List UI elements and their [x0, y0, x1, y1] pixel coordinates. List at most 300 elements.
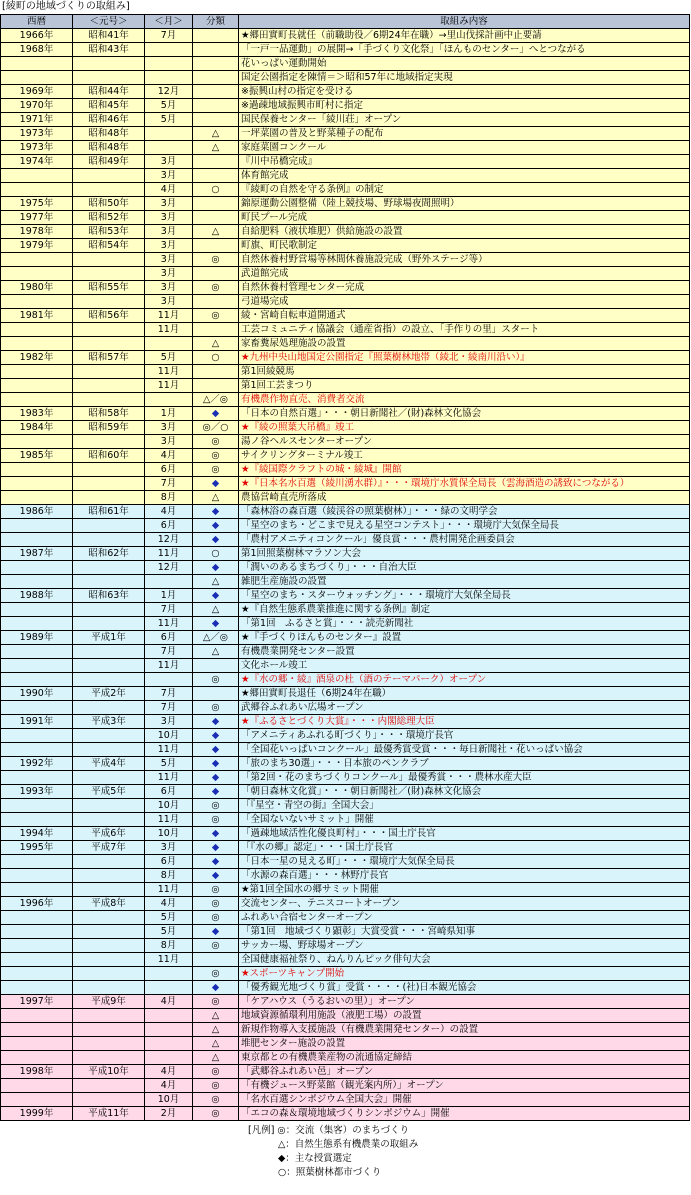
cell-era — [73, 799, 145, 813]
cell-content: 「全国ないないサミット」開催 — [239, 813, 690, 827]
cell-era — [73, 365, 145, 379]
cell-year — [1, 435, 73, 449]
table-row — [1, 673, 690, 687]
cell-year — [1, 477, 73, 491]
cell-era — [73, 561, 145, 575]
cell-year: 1982年 — [1, 351, 73, 365]
cell-month: 3月 — [145, 239, 193, 253]
cell-era — [73, 673, 145, 687]
cell-category: ◎ — [193, 799, 239, 813]
cell-year — [1, 1079, 73, 1093]
cell-content: 「武郷谷ふれあい邑」オープン — [239, 1065, 690, 1079]
cell-month: 11月 — [145, 365, 193, 379]
cell-era — [73, 519, 145, 533]
cell-category — [193, 365, 239, 379]
cell-content: 「過疎地域活性化優良町村」・・・国土庁長官 — [239, 827, 690, 841]
table-body — [1, 29, 690, 1121]
cell-category — [193, 29, 239, 43]
legend-heading: [凡例] ◎：交流（集客）のまちづくり — [248, 1125, 410, 1136]
table-row — [1, 211, 690, 225]
cell-category: ◆ — [193, 729, 239, 743]
cell-year — [1, 267, 73, 281]
table-row — [1, 911, 690, 925]
table-row — [1, 365, 690, 379]
cell-category: ◎ — [193, 673, 239, 687]
cell-era: 平成9年 — [73, 995, 145, 1009]
table-row — [1, 225, 690, 239]
cell-era: 平成2年 — [73, 687, 145, 701]
cell-era — [73, 883, 145, 897]
cell-category: ◆ — [193, 841, 239, 855]
cell-year — [1, 519, 73, 533]
cell-category: ◆ — [193, 869, 239, 883]
cell-year: 1984年 — [1, 421, 73, 435]
table-row — [1, 897, 690, 911]
cell-month: 6月 — [145, 631, 193, 645]
cell-era: 昭和44年 — [73, 85, 145, 99]
cell-content: 第1回照葉樹林マラソン大会 — [239, 547, 690, 561]
table-row — [1, 85, 690, 99]
cell-year — [1, 673, 73, 687]
cell-year — [1, 561, 73, 575]
table-row — [1, 113, 690, 127]
cell-category: ◎ — [193, 911, 239, 925]
cell-month: 3月 — [145, 421, 193, 435]
cell-year — [1, 701, 73, 715]
cell-era — [73, 659, 145, 673]
cell-year — [1, 169, 73, 183]
cell-month: 11月 — [145, 379, 193, 393]
cell-category — [193, 113, 239, 127]
cell-month: 5月 — [145, 113, 193, 127]
table-row — [1, 631, 690, 645]
table-row — [1, 477, 690, 491]
cell-category: ◆ — [193, 533, 239, 547]
cell-month: 3月 — [145, 211, 193, 225]
table-row — [1, 939, 690, 953]
cell-category: ◆ — [193, 589, 239, 603]
table-row — [1, 1065, 690, 1079]
cell-era — [73, 1079, 145, 1093]
cell-category — [193, 57, 239, 71]
cell-content: 綾・宮崎自転車道開通式 — [239, 309, 690, 323]
cell-category: ◆ — [193, 561, 239, 575]
cell-month: 12月 — [145, 85, 193, 99]
legend — [248, 1124, 548, 1180]
cell-era: 昭和50年 — [73, 197, 145, 211]
cell-month — [145, 127, 193, 141]
cell-era — [73, 729, 145, 743]
table-row — [1, 57, 690, 71]
cell-year — [1, 337, 73, 351]
cell-era — [73, 855, 145, 869]
cell-era — [73, 169, 145, 183]
cell-era — [73, 337, 145, 351]
table-row — [1, 785, 690, 799]
cell-year — [1, 967, 73, 981]
history-table — [0, 14, 690, 1121]
cell-month: 10月 — [145, 799, 193, 813]
table-row — [1, 463, 690, 477]
cell-year — [1, 911, 73, 925]
cell-content: 家畜糞尿処理施設の設置 — [239, 337, 690, 351]
cell-month: 4月 — [145, 995, 193, 1009]
cell-era: 昭和58年 — [73, 407, 145, 421]
cell-era: 昭和54年 — [73, 239, 145, 253]
cell-month: 11月 — [145, 309, 193, 323]
cell-era: 昭和53年 — [73, 225, 145, 239]
cell-content: 「『星空・青空の街』全国大会」 — [239, 799, 690, 813]
cell-era — [73, 1023, 145, 1037]
table-row — [1, 841, 690, 855]
cell-month — [145, 575, 193, 589]
cell-year: 1999年 — [1, 1107, 73, 1121]
cell-month: 11月 — [145, 883, 193, 897]
cell-content: 「アメニティあふれる町づくり」・・・環境庁長官 — [239, 729, 690, 743]
cell-content: 第1回綾競馬 — [239, 365, 690, 379]
cell-month: 7月 — [145, 645, 193, 659]
header-era: ＜元号＞ — [73, 15, 145, 29]
cell-month: 10月 — [145, 827, 193, 841]
cell-content: 国民保養センター「綾川荘」オープン — [239, 113, 690, 127]
cell-month: 6月 — [145, 785, 193, 799]
cell-content: 武郷谷ふれあい広場オープン — [239, 701, 690, 715]
table-row — [1, 253, 690, 267]
table-row — [1, 519, 690, 533]
cell-category: ◎ — [193, 967, 239, 981]
cell-era: 昭和57年 — [73, 351, 145, 365]
cell-category: ◎ — [193, 1065, 239, 1079]
cell-year — [1, 183, 73, 197]
cell-content: ★『日本名水百選（綾川湧水群）』・・・環境庁水質保全局長（雲海酒造の誘致につながる） — [239, 477, 690, 491]
table-row — [1, 393, 690, 407]
cell-era: 平成4年 — [73, 757, 145, 771]
page-title: [綾町の地域づくりの取組み] — [2, 1, 130, 12]
cell-content: 「名水百選シンポジウム全国大会」開催 — [239, 1093, 690, 1107]
header-year: 西暦 — [1, 15, 73, 29]
cell-content: 第1回工芸まつり — [239, 379, 690, 393]
cell-content: 「全国花いっぱいコンクール」最優秀賞受賞・・・毎日新聞社・花いっぱい協会 — [239, 743, 690, 757]
cell-category — [193, 155, 239, 169]
cell-category: ◆ — [193, 855, 239, 869]
cell-era — [73, 617, 145, 631]
cell-month: 11月 — [145, 813, 193, 827]
cell-era — [73, 813, 145, 827]
cell-month: 11月 — [145, 953, 193, 967]
cell-era: 平成3年 — [73, 715, 145, 729]
cell-category: ◆ — [193, 617, 239, 631]
cell-category: ◎ — [193, 281, 239, 295]
table-row — [1, 813, 690, 827]
cell-era: 昭和60年 — [73, 449, 145, 463]
cell-year: 1998年 — [1, 1065, 73, 1079]
cell-month: 3月 — [145, 841, 193, 855]
cell-era — [73, 379, 145, 393]
cell-content: 農協営崎直売所落成 — [239, 491, 690, 505]
cell-month: 1月 — [145, 589, 193, 603]
cell-content: ★『自然生態系農業推進に関する条例』制定 — [239, 603, 690, 617]
cell-year — [1, 855, 73, 869]
cell-era — [73, 477, 145, 491]
table-row — [1, 701, 690, 715]
cell-content: 体育館完成 — [239, 169, 690, 183]
table-row — [1, 71, 690, 85]
cell-year — [1, 953, 73, 967]
cell-month — [145, 337, 193, 351]
cell-month: 1月 — [145, 407, 193, 421]
cell-content: 自然休養村野営場等林間休養施設完成（野外ステージ等） — [239, 253, 690, 267]
table-row — [1, 407, 690, 421]
cell-month: 4月 — [145, 449, 193, 463]
cell-year: 1997年 — [1, 995, 73, 1009]
cell-era — [73, 743, 145, 757]
cell-content: 錦原運動公園整備（陸上競技場、野球場夜間照明） — [239, 197, 690, 211]
table-row — [1, 883, 690, 897]
cell-year — [1, 379, 73, 393]
cell-content: 「朝日森林文化賞」・・・朝日新聞社／(財)森林文化協会 — [239, 785, 690, 799]
cell-month — [145, 673, 193, 687]
table-row — [1, 659, 690, 673]
cell-category: △ — [193, 127, 239, 141]
cell-month: 8月 — [145, 939, 193, 953]
cell-year — [1, 813, 73, 827]
cell-category: ◎ — [193, 463, 239, 477]
cell-month: 6月 — [145, 519, 193, 533]
cell-content: ふれあい合宿センターオープン — [239, 911, 690, 925]
cell-category — [193, 85, 239, 99]
cell-content: 「第1回 ふるさと賞」・・・読売新聞社 — [239, 617, 690, 631]
cell-category — [193, 379, 239, 393]
cell-content: 花いっぱい運動開始 — [239, 57, 690, 71]
cell-category — [193, 295, 239, 309]
table-row — [1, 267, 690, 281]
cell-content: 文化ホール竣工 — [239, 659, 690, 673]
cell-content: サッカー場、野球場オープン — [239, 939, 690, 953]
cell-year: 1983年 — [1, 407, 73, 421]
cell-era: 平成7年 — [73, 841, 145, 855]
table-row — [1, 351, 690, 365]
cell-year — [1, 1009, 73, 1023]
cell-year: 1968年 — [1, 43, 73, 57]
cell-era — [73, 1009, 145, 1023]
cell-month: 11月 — [145, 743, 193, 757]
cell-category — [193, 169, 239, 183]
cell-content: 「水源の森百選」・・・林野庁長官 — [239, 869, 690, 883]
table-row — [1, 379, 690, 393]
table-row — [1, 827, 690, 841]
cell-category — [193, 43, 239, 57]
table-row — [1, 547, 690, 561]
cell-content: 「優秀観光地づくり賞」受賞・・・・(社)日本観光協会 — [239, 981, 690, 995]
cell-era — [73, 953, 145, 967]
cell-era — [73, 435, 145, 449]
table-row — [1, 743, 690, 757]
header-content: 取組み内容 — [239, 15, 690, 29]
cell-content: 「日本一星の見える町」・・・環境庁大気保全局長 — [239, 855, 690, 869]
cell-category: ◆ — [193, 981, 239, 995]
cell-month: 10月 — [145, 729, 193, 743]
cell-category: ◆ — [193, 925, 239, 939]
cell-era — [73, 253, 145, 267]
cell-month: 7月 — [145, 701, 193, 715]
cell-content: ★郷田實町長就任（前職助役／6期24年在職）→里山伐採計画中止要請 — [239, 29, 690, 43]
table-row — [1, 505, 690, 519]
cell-category: ◎ — [193, 883, 239, 897]
cell-month: 3月 — [145, 267, 193, 281]
cell-content: ★スポーツキャンプ開始 — [239, 967, 690, 981]
cell-category: ◆ — [193, 505, 239, 519]
cell-era — [73, 939, 145, 953]
table-row — [1, 589, 690, 603]
table-row — [1, 239, 690, 253]
cell-year: 1994年 — [1, 827, 73, 841]
table-row — [1, 799, 690, 813]
cell-year — [1, 939, 73, 953]
cell-era: 昭和52年 — [73, 211, 145, 225]
table-row — [1, 337, 690, 351]
cell-year: 1969年 — [1, 85, 73, 99]
cell-month — [145, 43, 193, 57]
cell-era — [73, 491, 145, 505]
cell-era — [73, 1051, 145, 1065]
cell-year — [1, 771, 73, 785]
table-row — [1, 869, 690, 883]
cell-year: 1981年 — [1, 309, 73, 323]
cell-content: ★『綾の照葉大吊橋』竣工 — [239, 421, 690, 435]
cell-content: 「第2回・花のまちづくりコンクール」最優秀賞・・・農林水産大臣 — [239, 771, 690, 785]
cell-era — [73, 183, 145, 197]
cell-category: ◆ — [193, 757, 239, 771]
cell-category: ◆ — [193, 785, 239, 799]
table-row — [1, 295, 690, 309]
table-row — [1, 953, 690, 967]
cell-content: 「森林浴の森百選（綾渓谷の照葉樹林）」・・・緑の文明学会 — [239, 505, 690, 519]
cell-era: 昭和59年 — [73, 421, 145, 435]
cell-month: 10月 — [145, 1093, 193, 1107]
cell-year — [1, 1023, 73, 1037]
cell-month: 2月 — [145, 1107, 193, 1121]
cell-month: 7月 — [145, 29, 193, 43]
table-row — [1, 1051, 690, 1065]
cell-category: △ — [193, 337, 239, 351]
cell-month — [145, 981, 193, 995]
cell-category: △ — [193, 1037, 239, 1051]
cell-category: ◎ — [193, 435, 239, 449]
cell-year — [1, 575, 73, 589]
cell-category: ◆ — [193, 715, 239, 729]
cell-content: 新規作物導入支援施設（有機農業開発センター）の設置 — [239, 1023, 690, 1037]
cell-content: ★郷田實町長退任（6期24年在職） — [239, 687, 690, 701]
cell-content: 堆肥センター施設の設置 — [239, 1037, 690, 1051]
cell-era: 昭和56年 — [73, 309, 145, 323]
cell-category — [193, 687, 239, 701]
cell-year — [1, 1051, 73, 1065]
cell-month — [145, 141, 193, 155]
cell-category: ○ — [193, 547, 239, 561]
cell-month — [145, 1023, 193, 1037]
cell-year — [1, 1093, 73, 1107]
cell-category: ◆ — [193, 771, 239, 785]
cell-year: 1990年 — [1, 687, 73, 701]
cell-month — [145, 967, 193, 981]
cell-year: 1979年 — [1, 239, 73, 253]
cell-era — [73, 869, 145, 883]
cell-year — [1, 57, 73, 71]
cell-content: 「旅のまち30選」・・・日本旅のペンクラブ — [239, 757, 690, 771]
cell-year: 1996年 — [1, 897, 73, 911]
cell-category — [193, 239, 239, 253]
cell-year: 1986年 — [1, 505, 73, 519]
table-row — [1, 533, 690, 547]
cell-month — [145, 1009, 193, 1023]
cell-era — [73, 71, 145, 85]
cell-category: ◎／○ — [193, 421, 239, 435]
cell-category — [193, 659, 239, 673]
cell-era — [73, 1093, 145, 1107]
cell-era — [73, 57, 145, 71]
table-row — [1, 421, 690, 435]
table-row — [1, 1107, 690, 1121]
cell-year: 1973年 — [1, 127, 73, 141]
table-row — [1, 575, 690, 589]
cell-content: 地域資源循環利用施設（液肥工場）の設置 — [239, 1009, 690, 1023]
cell-year: 1966年 — [1, 29, 73, 43]
table-row — [1, 603, 690, 617]
cell-category: △ — [193, 603, 239, 617]
cell-category: ◆ — [193, 743, 239, 757]
cell-content: 「一戸一品運動」の展開→「手づくり文化祭」「ほんものセンター」へとつながる — [239, 43, 690, 57]
cell-year: 1991年 — [1, 715, 73, 729]
table-row — [1, 99, 690, 113]
cell-year — [1, 323, 73, 337]
cell-month — [145, 71, 193, 85]
cell-year — [1, 463, 73, 477]
legend-item: ◆：主な授賞選定 — [278, 1153, 352, 1164]
cell-content: ★第1回全国水の郷サミット開催 — [239, 883, 690, 897]
cell-month: 3月 — [145, 715, 193, 729]
table-row — [1, 141, 690, 155]
cell-era — [73, 267, 145, 281]
cell-category: △ — [193, 1051, 239, 1065]
cell-era — [73, 295, 145, 309]
cell-year: 1988年 — [1, 589, 73, 603]
table-row — [1, 309, 690, 323]
cell-month: 4月 — [145, 1079, 193, 1093]
table-row — [1, 155, 690, 169]
cell-era: 平成6年 — [73, 827, 145, 841]
cell-month — [145, 1037, 193, 1051]
cell-category: △ — [193, 575, 239, 589]
table-row — [1, 435, 690, 449]
cell-year — [1, 603, 73, 617]
cell-era — [73, 925, 145, 939]
table-row — [1, 491, 690, 505]
cell-content: 『川中吊橋完成』 — [239, 155, 690, 169]
cell-content: 家庭菜園コンクール — [239, 141, 690, 155]
cell-content: 「ケアハウス（うるおいの里）」オープン — [239, 995, 690, 1009]
cell-era — [73, 645, 145, 659]
table-header-row — [1, 15, 690, 29]
cell-month: 3月 — [145, 253, 193, 267]
cell-era — [73, 463, 145, 477]
cell-month — [145, 57, 193, 71]
table-row — [1, 715, 690, 729]
cell-era: 昭和49年 — [73, 155, 145, 169]
cell-category: ◎ — [193, 449, 239, 463]
cell-content: 弓道場完成 — [239, 295, 690, 309]
cell-year — [1, 659, 73, 673]
cell-era — [73, 575, 145, 589]
